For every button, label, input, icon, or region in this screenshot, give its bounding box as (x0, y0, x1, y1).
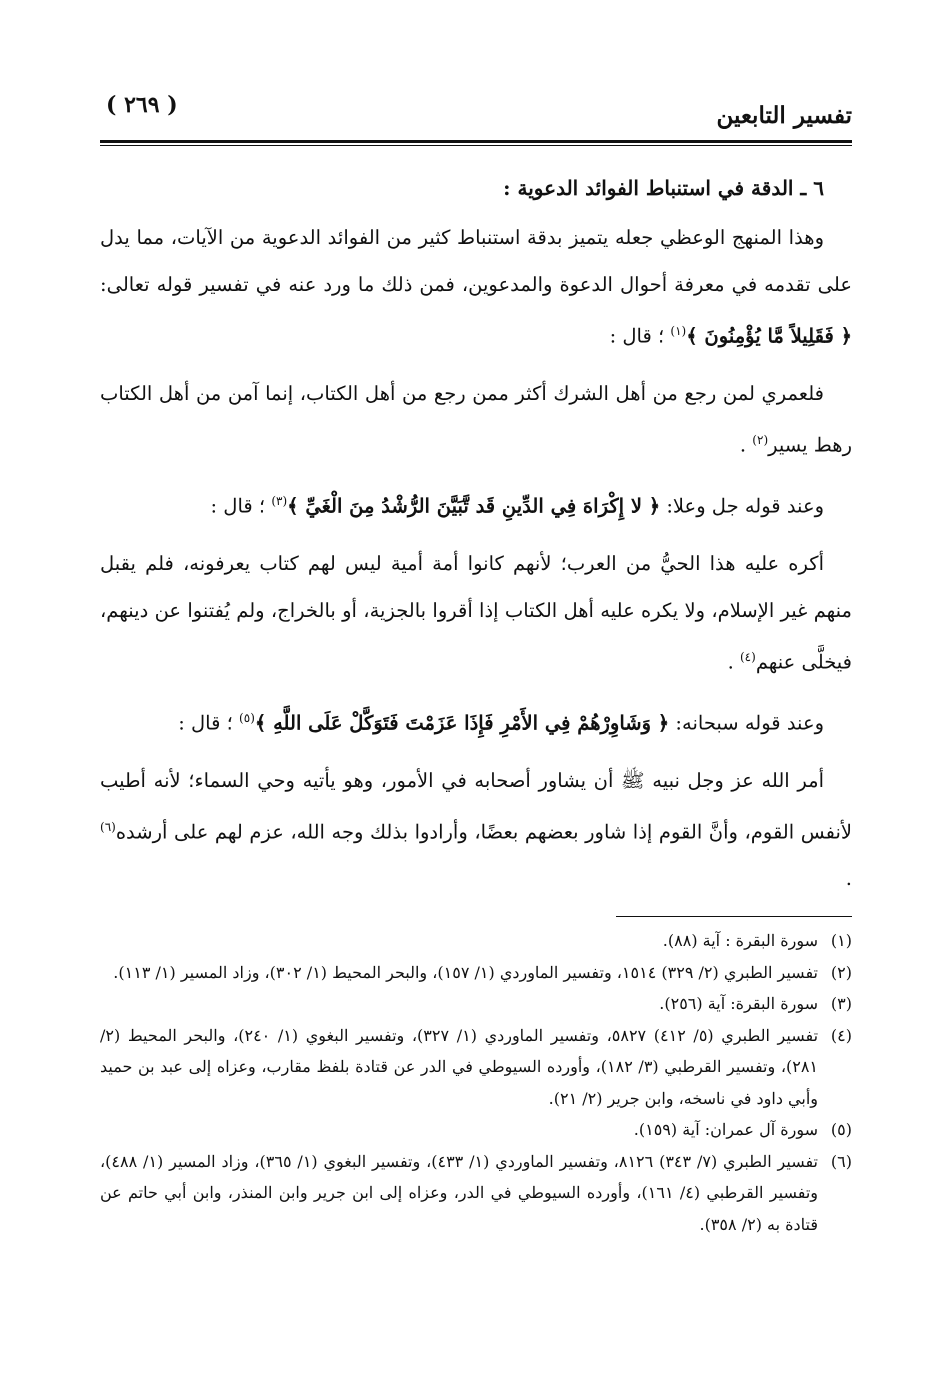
paragraph-5-intro: وعند قوله سبحانه: (669, 711, 824, 735)
paragraph-6-end: . (845, 867, 852, 890)
footnote-1 (100, 925, 852, 957)
paragraph-2-end: . (739, 433, 753, 456)
footnote-3 (100, 988, 852, 1020)
footnote-number: (٥) (830, 1120, 852, 1139)
footnote-text: تفسير الطبري (٢/ ٣٢٩) ١٥١٤، وتفسير الماوردي (١/ ١٥٧)، والبحر المحيط (١/ ٣٠٢)، وزاد المسير (١/ ١١٣). (113, 962, 818, 982)
book-page (100, 92, 852, 1240)
footnote-number: (٣) (830, 994, 852, 1013)
footnote-ref-2: (٢) (752, 432, 769, 447)
footnote-ref-6: (٦) (100, 819, 116, 834)
paragraph-3-end: ؛ قال : (210, 494, 272, 518)
footnote-number: (٦) (830, 1151, 852, 1171)
footnote-text: سورة آل عمران: آية (١٥٩). (633, 1120, 818, 1139)
page-header (100, 92, 852, 136)
footnote-5 (100, 1114, 852, 1146)
page-number: ( ٢٦٩ ) (106, 92, 178, 118)
footnotes (100, 925, 852, 1240)
footnote-ref-4: (٤) (739, 649, 756, 664)
footnote-2 (100, 957, 852, 989)
paragraph-1 (100, 214, 852, 360)
paragraph-6-text: أمر الله عز وجل نبيه ﷺ أن يشاور أصحابه في الأمور، وهو يأتيه وحي السماء؛ لأنه أطيب لأنفس القوم، وأنَّ القوم إذا شاور بعضهم بعضًا، وأرادوا بذلك وجه الله، عزم لهم على أرشده (100, 768, 852, 843)
footnote-4 (100, 1020, 852, 1115)
paragraph-2-text: فلعمري لمن رجع من أهل الشرك أكثر ممن رجع من أهل الكتاب، إنما آمن من أهل الكتاب رهط يسير (100, 381, 852, 456)
footnote-number: (٤) (830, 1025, 852, 1045)
paragraph-5 (100, 695, 852, 747)
paragraph-2 (100, 370, 852, 469)
footnote-ref-1: (١) (670, 324, 687, 338)
section-heading: ٦ ـ الدقة في استنباط الفوائد الدعوية : (503, 176, 824, 200)
footnote-text: سورة البقرة : آية (٨٨). (662, 931, 818, 950)
paragraph-4-text: أكره عليه هذا الحيُّ من العرب؛ لأنهم كانوا أمة أمية ليس لهم كتاب يعرفونه، فلم يقبل منهم غير الإسلام، ولا يكره عليه أهل الكتاب إذا أقروا بالجزية، أو بالخراج، ولم يُفتنوا عن دينهم، فيخلَّى عنهم (100, 551, 852, 673)
footnote-rule (616, 916, 852, 917)
footnote-text: تفسير الطبري (٧/ ٣٤٣) ٨١٢٦، وتفسير الماوردي (١/ ٤٣٣)، وتفسير البغوي (١/ ٣٦٥)، وزاد المسير (١/ ٤٨٨)، وتفسير القرطبي (٤/ ١٦١)، وأورده السيوطي في الدر، وعزاه إلى ابن جرير وابن المنذر، وابن أبي حاتم عن قتادة به (٢/ ٣٥٨). (100, 1151, 819, 1234)
footnote-6 (100, 1146, 852, 1241)
paragraph-4-end: . (727, 650, 740, 673)
paragraph-3-intro: وعند قوله جل وعلا: (660, 494, 824, 518)
verse-2: ﴿ لا إِكْرَاهَ فِي الدِّينِ قَد تَّبَيَّنَ الرُّشْدُ مِنَ الْغَيِّ ﴾ (287, 494, 661, 518)
header-rule (100, 140, 852, 146)
verse-1: ﴿ فَقَلِيلاً مَّا يُؤْمِنُونَ ﴾ (686, 324, 852, 348)
paragraph-1-end: ؛ قال : (609, 324, 671, 348)
verse-3: ﴿ وَشَاوِرْهُمْ فِي الأَمْرِ فَإِذَا عَزَمْتَ فَتَوَكَّلْ عَلَى اللَّهِ ﴾ (254, 711, 670, 735)
footnote-text: تفسير الطبري (٥/ ٤١٢) ٥٨٢٧، وتفسير الماوردي (١/ ٣٢٧)، وتفسير البغوي (١/ ٢٤٠)، والبحر المحيط (٢/ ٢٨١)، وتفسير القرطبي (٣/ ١٨٢)، وأورده السيوطي في الدر عن قتادة بلفظ مقارب، وعزاه إلى عبد بن حميد وأبي داود في ناسخه، وابن جرير (٢/ ٢١). (100, 1025, 819, 1108)
footnote-ref-5: (٥) (239, 711, 255, 725)
footnote-number: (٢) (830, 962, 852, 982)
footnote-ref-3: (٣) (271, 494, 288, 508)
paragraph-6 (100, 757, 852, 903)
book-title: تفسير التابعين (716, 102, 852, 129)
footnote-text: سورة البقرة: آية (٢٥٦). (659, 994, 818, 1013)
paragraph-4 (100, 540, 852, 686)
paragraph-1-intro: وهذا المنهج الوعظي جعله يتميز بدقة استنباط كثير من الفوائد الدعوية من الآيات، مما يدل على تقدمه في معرفة أحوال الدعوة والمدعوين، فمن ذلك ما ورد عنه في تفسير قوله تعالى: (100, 226, 852, 296)
body-text (100, 214, 852, 902)
paragraph-3 (100, 478, 852, 530)
footnote-number: (١) (830, 931, 852, 950)
paragraph-5-end: ؛ قال : (178, 711, 240, 735)
